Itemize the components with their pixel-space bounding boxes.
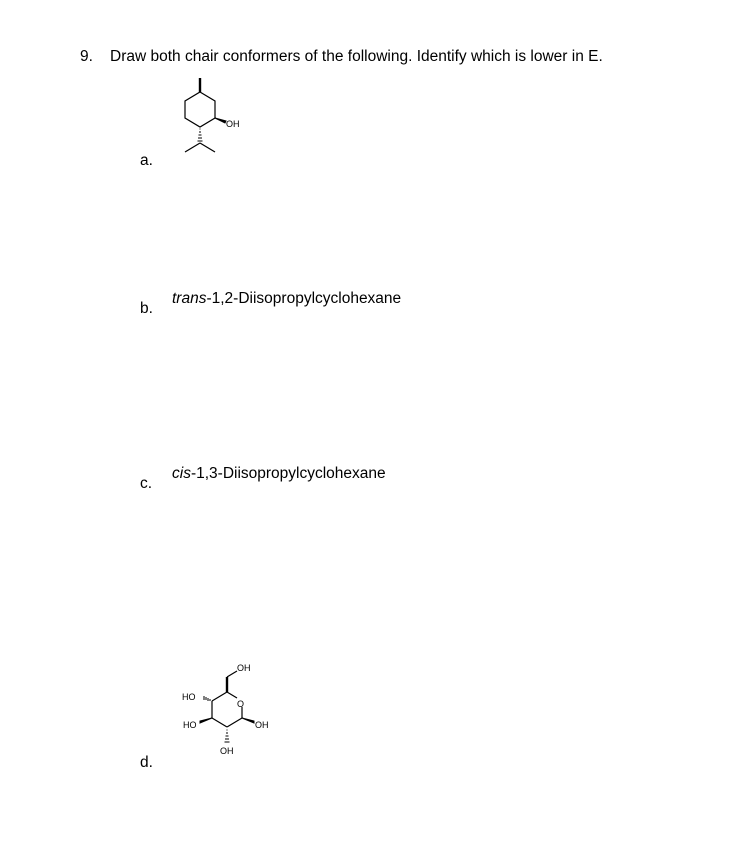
oh-right-label: OH (255, 720, 269, 730)
part-c-label: c. (140, 475, 153, 492)
oh-bottom-label: OH (220, 746, 234, 756)
part-a-structure (165, 70, 255, 165)
ring-bond-c4-c5 (212, 692, 227, 701)
oh-top-label: OH (237, 663, 251, 673)
wedge-bond-oh (215, 118, 226, 123)
part-b-compound-name (172, 290, 401, 308)
part-d-label: d. (140, 754, 153, 771)
ring-bond-c5-o (227, 692, 237, 698)
hashed-bond-c2-oh (225, 730, 230, 742)
question-text: Draw both chair conformers of the following. Identify which is lower in E. (110, 48, 603, 65)
cyclohexane-ring (185, 92, 215, 127)
isopropyl-branch-left (185, 143, 200, 152)
part-d-molecule-svg (170, 650, 290, 775)
isopropyl-branch-right (200, 143, 215, 152)
part-a-molecule-svg (165, 70, 255, 165)
part-a-label: a. (140, 152, 153, 169)
ho-upper-label: HO (182, 692, 196, 702)
part-b-prefix: trans (172, 290, 207, 307)
oh-label: OH (226, 119, 240, 129)
question-number: 9. (80, 48, 93, 65)
bond-ch2-oh (227, 671, 237, 677)
part-b-name-rest: -1,2-Diisopropylcyclohexane (206, 290, 402, 307)
question-9 (80, 48, 603, 66)
ring-oxygen-label: O (237, 699, 245, 709)
part-b-label: b. (140, 300, 153, 317)
hashed-bond-isopropyl (198, 129, 203, 141)
part-c-compound-name (172, 465, 386, 483)
ho-lower-label: HO (183, 720, 197, 730)
ring-bond-c1-c2 (227, 718, 242, 727)
part-d-structure (170, 650, 290, 775)
ring-bond-c2-c3 (212, 718, 227, 727)
wedge-bond-c3-oh (200, 718, 212, 723)
hashed-bond-c4-oh (204, 696, 210, 701)
part-c-prefix: cis (172, 465, 191, 482)
part-c-name-rest: -1,3-Diisopropylcyclohexane (190, 465, 386, 482)
wedge-bond-c1-oh (242, 718, 254, 723)
